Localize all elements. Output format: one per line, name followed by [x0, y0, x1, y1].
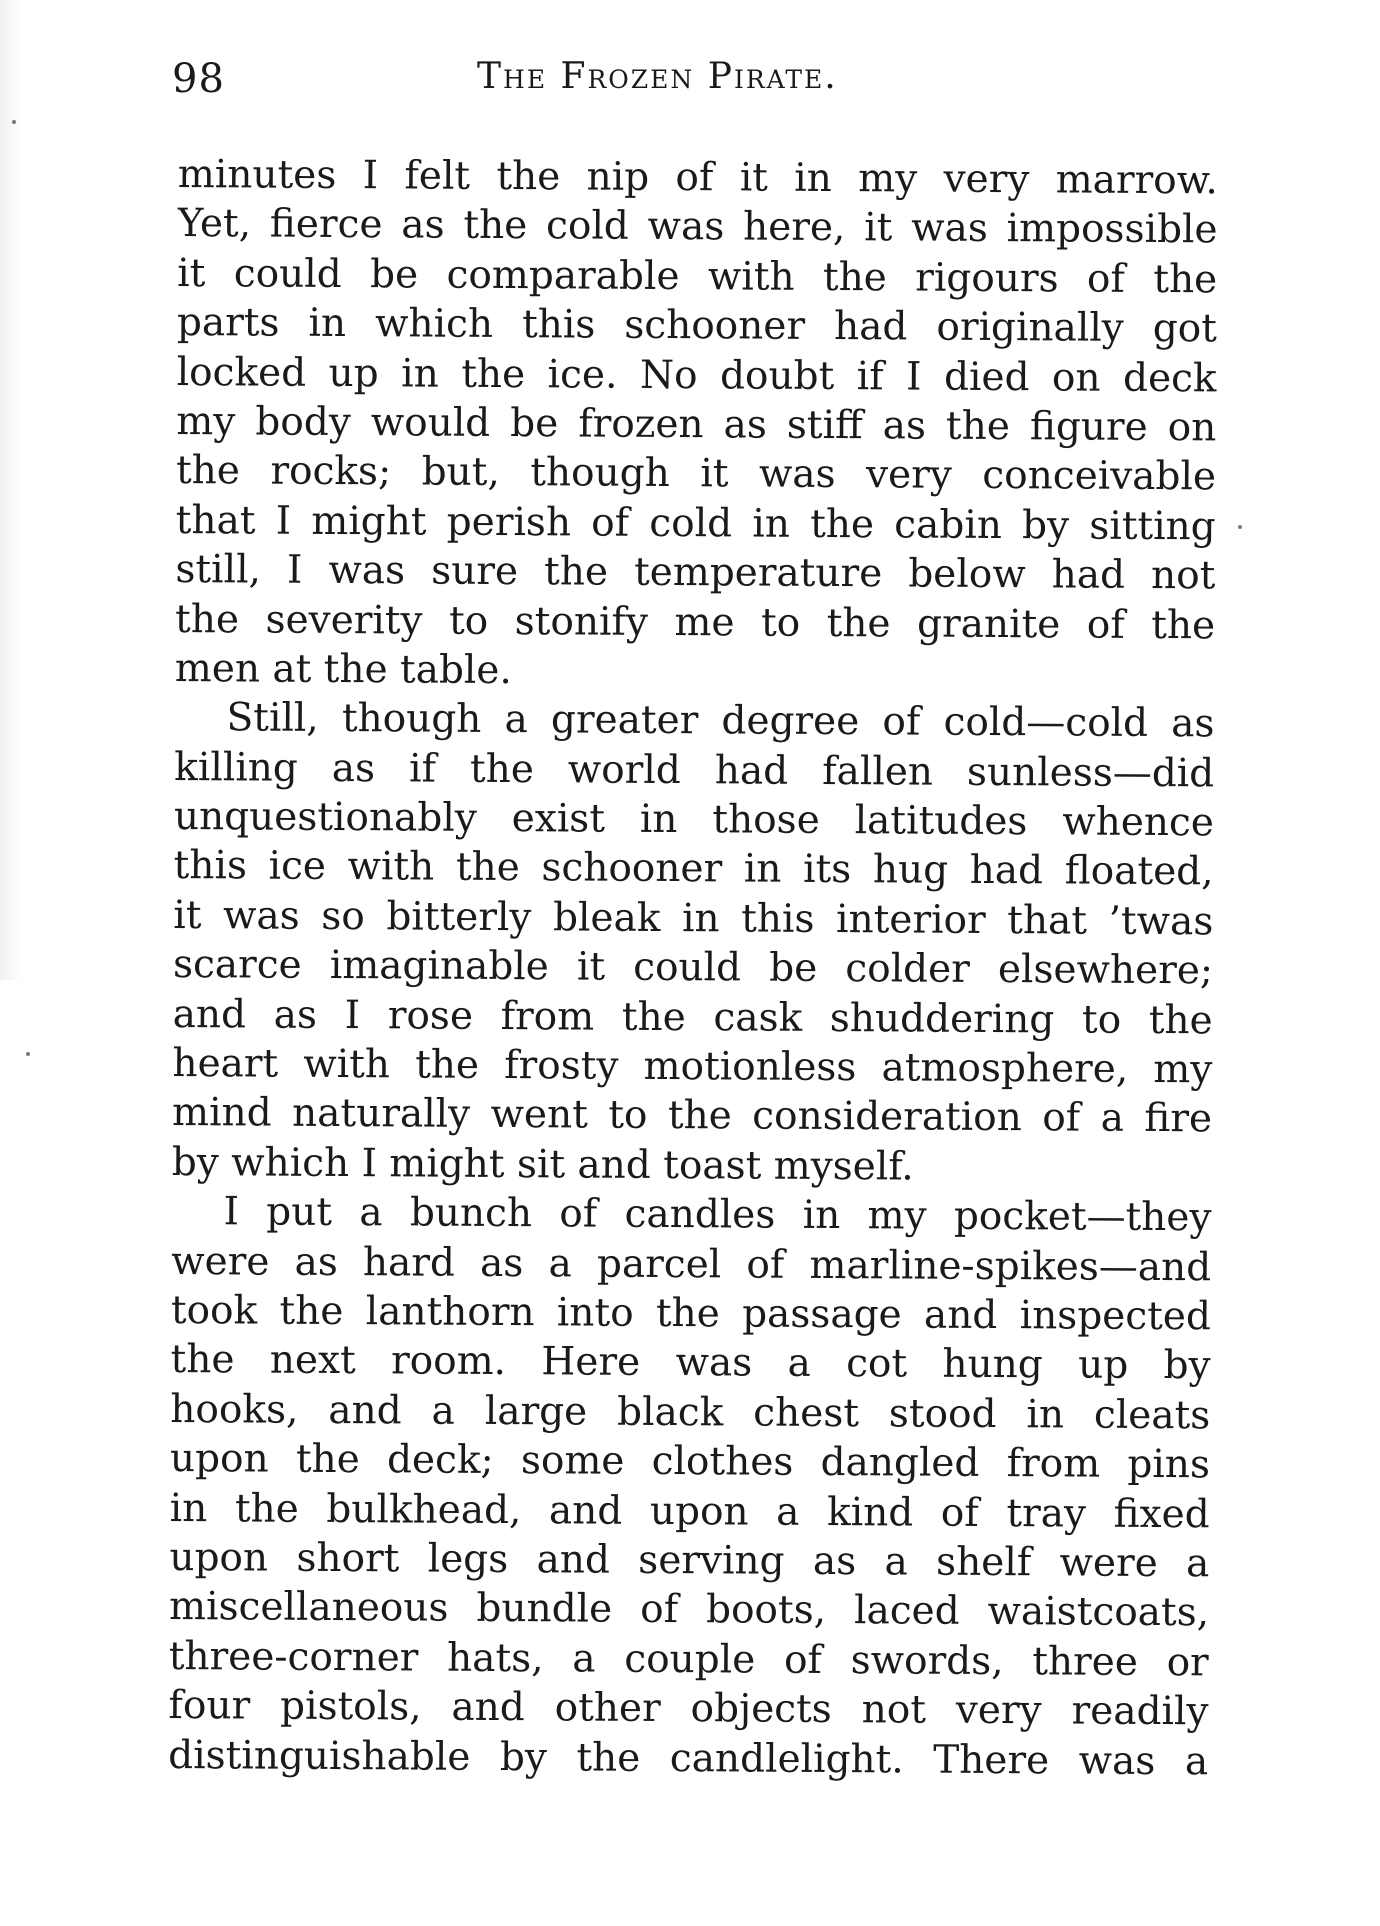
text-line: the next room. Here was a cot hung up by	[170, 1337, 1211, 1389]
text-line: it was so bitterly bleak in this interior that ’twas	[173, 892, 1214, 945]
text-line: it could be comparable with the rigours of the	[177, 250, 1218, 303]
text-line: my body would be frozen as stiff as the figure on	[176, 398, 1217, 451]
running-title: The Frozen Pirate.	[477, 56, 838, 97]
paragraph-last-line: by which I might sit and toast myself.	[171, 1139, 914, 1190]
text-line: and as I rose from the cask shuddering to the	[172, 991, 1213, 1043]
text-line: still, I was sure the temperature below had not	[175, 547, 1216, 599]
text-line: mind naturally went to the consideration of a fire	[171, 1090, 1213, 1142]
text-line: were as hard as a parcel of marline-spikes—and	[171, 1238, 1212, 1290]
page-number: 98	[172, 56, 225, 102]
text-line: three-corner hats, a couple of swords, three or	[168, 1633, 1209, 1686]
text-line: upon short legs and serving as a shelf were a	[169, 1534, 1210, 1587]
text-line: in the bulkhead, and upon a kind of tray fixed	[169, 1485, 1210, 1537]
text-line: that I might perish of cold in the cabin by sitting	[175, 497, 1216, 550]
text-line: hooks, and a large black chest stood in cleats	[170, 1386, 1211, 1439]
paragraph-last-line: men at the table.	[174, 645, 512, 693]
page-header	[172, 50, 1192, 120]
paragraph-first-line: I put a bunch of candles in my pocket—they	[223, 1189, 1212, 1241]
text-line: took the lanthorn into the passage and inspected	[170, 1287, 1212, 1340]
text-line: locked up in the ice. No doubt if I died on deck	[176, 349, 1217, 401]
text-line: minutes I felt the nip of it in my very marrow.	[177, 151, 1218, 204]
text-line: Yet, fierce as the cold was here, it was impossible	[177, 201, 1218, 253]
text-line: unquestionably exist in those latitudes whence	[173, 794, 1215, 846]
text-line: parts in which this schooner had originally got	[176, 300, 1218, 352]
text-line: distinguishable by the candlelight. There was a	[168, 1732, 1209, 1784]
scan-speck	[1238, 525, 1242, 529]
text-line: four pistols, and other objects not very readily	[168, 1683, 1209, 1735]
text-line: killing as if the world had fallen sunless—did	[174, 744, 1215, 797]
text-line: the rocks; but, though it was very conceivable	[175, 448, 1217, 500]
scan-speck	[12, 120, 16, 124]
scan-edge-shadow	[0, 0, 22, 980]
text-line: this ice with the schooner in its hug had floated,	[173, 843, 1214, 895]
text-line: the severity to stonify me to the granite of the	[174, 596, 1216, 648]
paragraph-first-line: Still, though a greater degree of cold—cold as	[226, 695, 1215, 747]
text-line: upon the deck; some clothes dangled from pins	[169, 1436, 1211, 1488]
scan-speck	[26, 1052, 30, 1056]
text-line: miscellaneous bundle of boots, laced waistcoats,	[168, 1584, 1210, 1636]
text-line: heart with the frosty motionless atmosphere, my	[172, 1041, 1213, 1093]
text-line: scarce imaginable it could be colder elsewhere;	[172, 942, 1214, 994]
body-text	[168, 150, 1218, 1786]
